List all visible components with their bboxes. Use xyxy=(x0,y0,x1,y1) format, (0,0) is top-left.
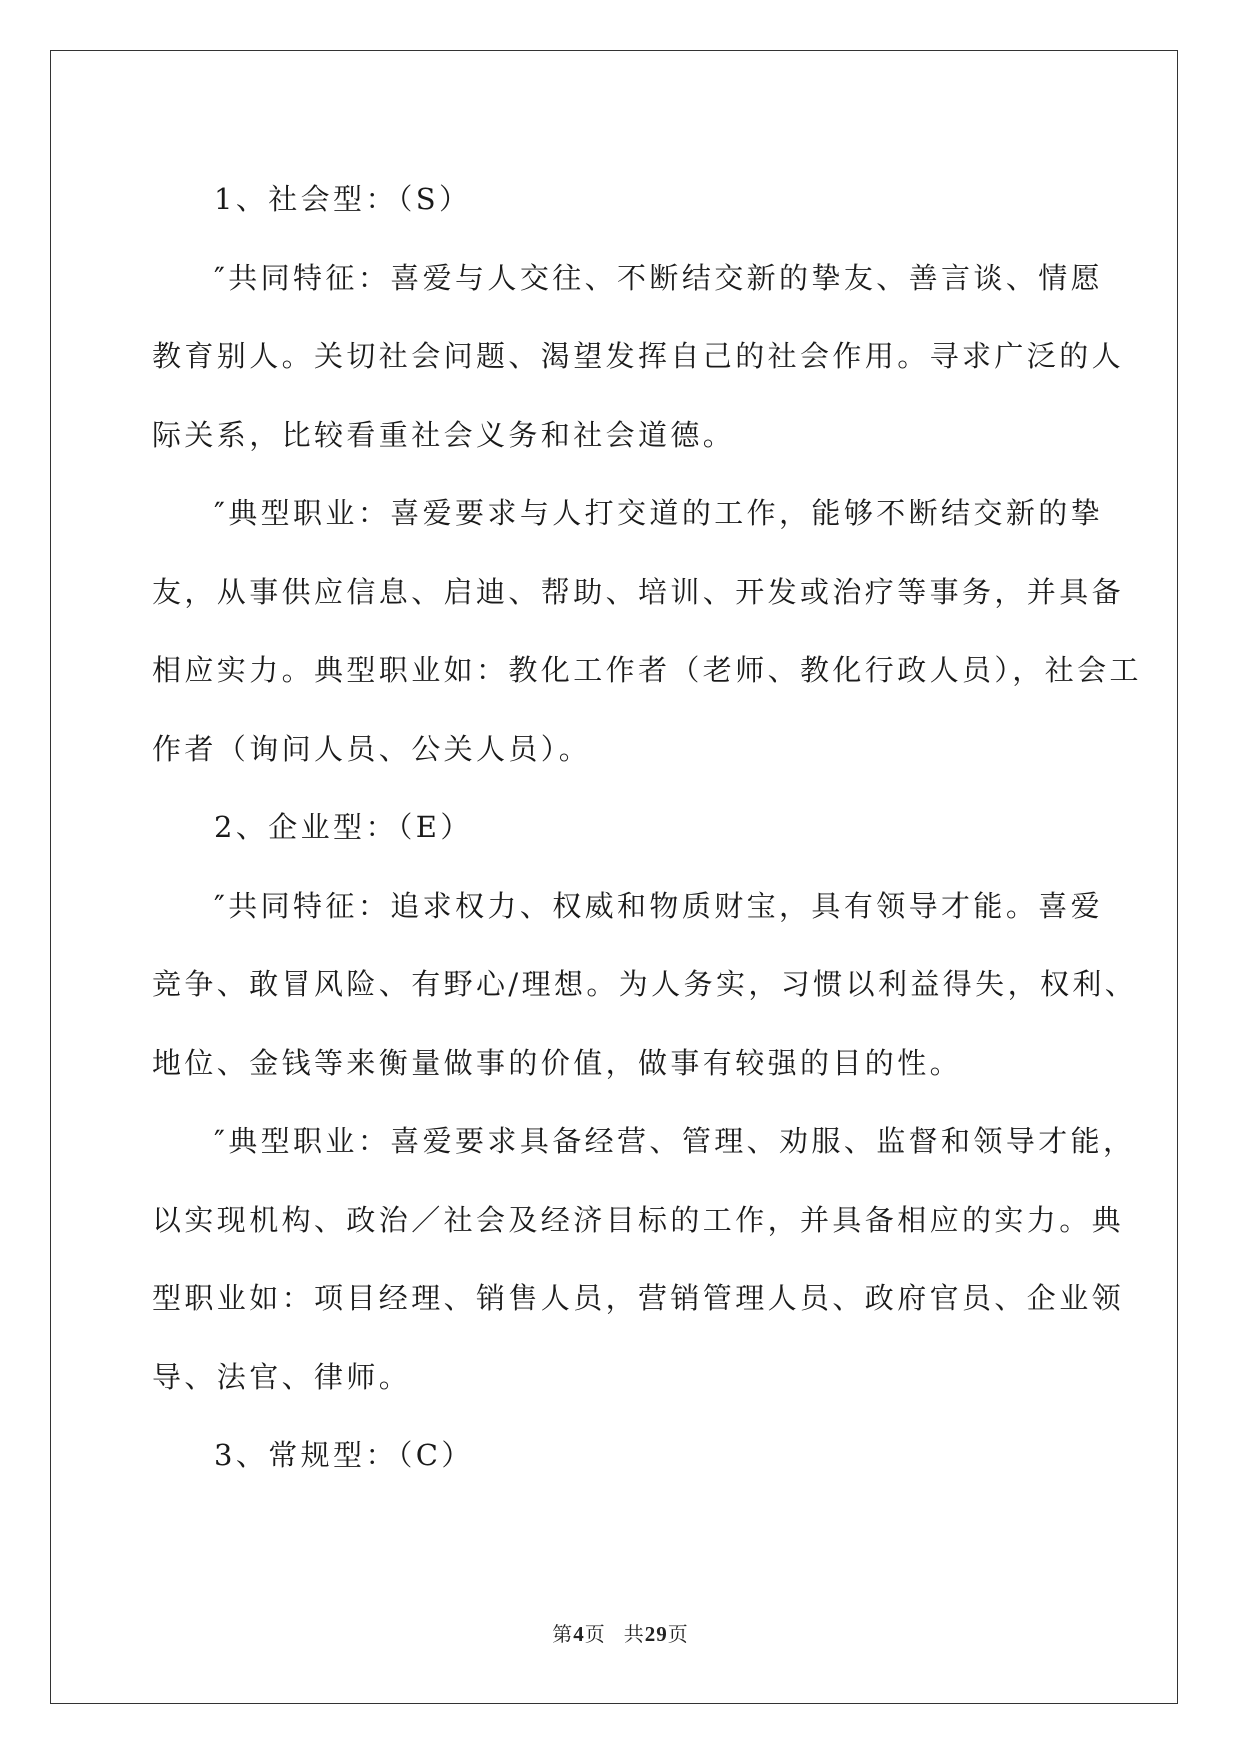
heading-enterprise-type xyxy=(152,788,1092,867)
text-line: 友，从事供应信息、启迪、帮助、培训、开发或治疗等事务，并具备 xyxy=(152,574,1125,609)
text-line: ″共同特征：追求权力、权威和物质财宝，具有领导才能。喜爱 xyxy=(214,888,1104,923)
paragraph-enterprise-traits xyxy=(152,867,1138,1103)
text-line: 型职业如：项目经理、销售人员，营销管理人员、政府官员、企业领 xyxy=(152,1281,1125,1315)
heading-conventional-type xyxy=(152,1416,1092,1495)
text-line: ″共同特征：喜爱与人交往、不断结交新的挚友、善言谈、情愿 xyxy=(214,260,1104,295)
text-line: 相应实力。典型职业如：教化工作者（老师、教化行政人员），社会工 xyxy=(152,653,1142,687)
text-line: 作者（询问人员、公关人员）。 xyxy=(152,731,592,766)
text-line: 际关系，比较看重社会义务和社会道德。 xyxy=(152,417,736,452)
document-body xyxy=(152,160,1142,1495)
text-line: 导、法官、律师。 xyxy=(152,1359,412,1394)
page-prefix: 第 xyxy=(552,1622,574,1646)
text-line: 竞争、敢冒风险、有野心/理想。为人务实，习惯以利益得失，权利、 xyxy=(152,967,1138,1001)
text-line: ″典型职业：喜爱要求与人打交道的工作，能够不断结交新的挚 xyxy=(214,496,1104,530)
page-suffix: 页 xyxy=(584,1622,606,1646)
paragraph-social-jobs xyxy=(152,474,1142,788)
text-line: ″典型职业：喜爱要求具备经营、管理、劝服、监督和领导才能， xyxy=(214,1124,1136,1158)
paragraph-social-traits xyxy=(152,239,1125,475)
text-line: 3、常规型：（C） xyxy=(214,1438,474,1472)
text-line: 教育别人。关切社会问题、渴望发挥自己的社会作用。寻求广泛的人 xyxy=(152,339,1125,373)
total-suffix: 页 xyxy=(667,1622,689,1646)
page-footer xyxy=(0,1618,1241,1647)
text-line: 地位、金钱等来衡量做事的价值，做事有较强的目的性。 xyxy=(152,1045,963,1080)
total-prefix: 共 xyxy=(623,1622,645,1646)
text-line: 1、社会型：（S） xyxy=(214,182,472,216)
text-line: 2、企业型：（E） xyxy=(214,810,473,844)
heading-social-type xyxy=(152,160,1092,239)
text-line: 以实现机构、政治／社会及经济目标的工作，并具备相应的实力。典 xyxy=(152,1202,1125,1237)
page-number: 4 xyxy=(573,1622,585,1646)
total-pages: 29 xyxy=(644,1622,668,1646)
paragraph-enterprise-jobs xyxy=(152,1102,1136,1416)
